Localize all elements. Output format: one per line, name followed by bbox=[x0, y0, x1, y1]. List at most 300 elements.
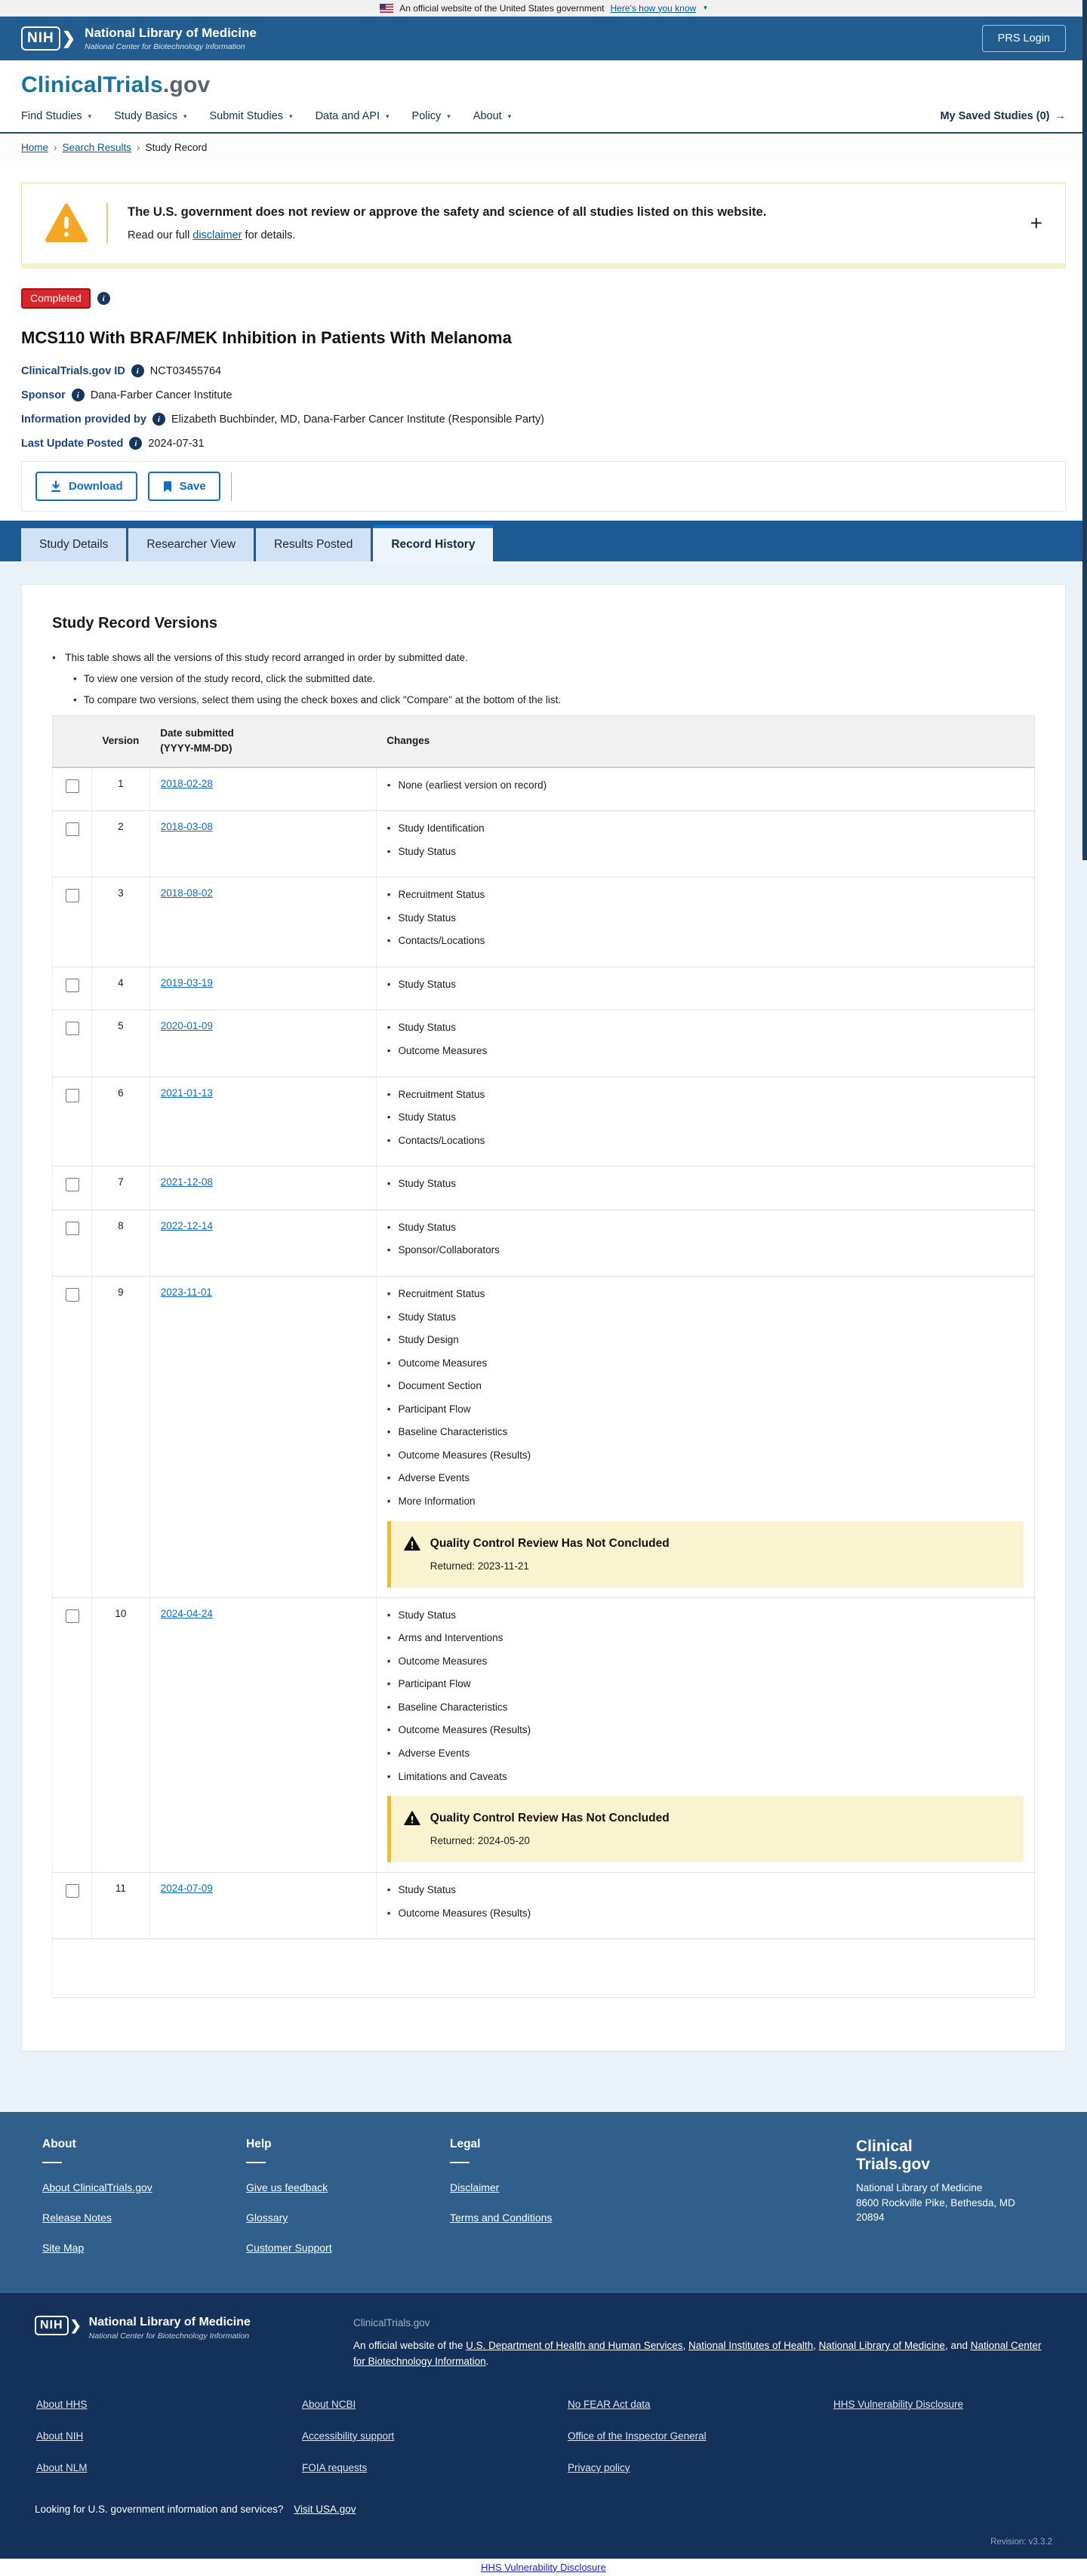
table-row bbox=[53, 1210, 1035, 1276]
chevron-down-icon: ▾ bbox=[386, 112, 390, 120]
header-date-line1: Date submitted bbox=[160, 727, 234, 739]
meta-value: NCT03455764 bbox=[149, 364, 222, 377]
date-cell bbox=[149, 1276, 376, 1597]
info-icon[interactable]: i bbox=[97, 292, 110, 305]
table-row bbox=[53, 1010, 1035, 1077]
change-item: • Recruitment Status bbox=[387, 1286, 1024, 1302]
tab-results-posted[interactable]: Results Posted bbox=[256, 528, 371, 561]
tab-strip bbox=[0, 521, 1087, 561]
footer-heading-dash bbox=[42, 2162, 62, 2163]
table-row bbox=[53, 811, 1035, 878]
date-submitted-link[interactable]: 2018-08-02 bbox=[160, 887, 213, 899]
footer-column-heading: Legal bbox=[450, 2138, 481, 2151]
meta-value: Dana-Farber Cancer Institute bbox=[90, 389, 232, 401]
version-cell: 8 bbox=[92, 1210, 150, 1276]
meta-label: ClinicalTrials.gov ID bbox=[21, 364, 125, 377]
qc-alert-title: Quality Control Review Has Not Concluded bbox=[430, 1536, 670, 1550]
date-cell bbox=[149, 811, 376, 878]
download-button[interactable] bbox=[35, 472, 137, 501]
chevron-down-icon: ▾ bbox=[289, 112, 293, 120]
official-text: , bbox=[682, 2340, 688, 2352]
changes-cell bbox=[376, 811, 1034, 878]
gov-banner bbox=[0, 0, 1087, 17]
how-you-know-link[interactable]: Here's how you know bbox=[610, 2, 697, 14]
changes-list bbox=[387, 1087, 1024, 1148]
version-checkbox[interactable] bbox=[65, 1884, 79, 1898]
quality-control-alert bbox=[387, 1796, 1024, 1862]
changes-cell bbox=[376, 767, 1034, 811]
footer-mid-columns bbox=[42, 2138, 654, 2272]
footer-link-grid bbox=[36, 2399, 1052, 2473]
disclaimer-body bbox=[128, 229, 766, 241]
nih-logo-text: NIH bbox=[21, 26, 60, 51]
changes-cell bbox=[376, 1010, 1034, 1077]
change-item: • Study Status bbox=[387, 1110, 1024, 1125]
footer-dark-link-about-nlm[interactable]: About NLM bbox=[36, 2461, 88, 2473]
date-cell bbox=[149, 1077, 376, 1167]
footer-column-heading: About bbox=[42, 2138, 76, 2151]
version-checkbox[interactable] bbox=[65, 1288, 79, 1302]
disclaimer-divider bbox=[106, 203, 108, 244]
footer-column-heading: Help bbox=[246, 2138, 272, 2151]
main-nav bbox=[0, 98, 1087, 132]
date-submitted-link[interactable]: 2018-03-08 bbox=[160, 821, 213, 833]
footer-dark-link-hhs-vulnerability-disclosure[interactable]: HHS Vulnerability Disclosure bbox=[833, 2398, 964, 2410]
official-text: , bbox=[813, 2340, 819, 2352]
info-icon[interactable]: i bbox=[72, 389, 85, 401]
meta-value: 2024-07-31 bbox=[148, 437, 205, 450]
clinicaltrials-logo[interactable] bbox=[21, 72, 210, 97]
nav-items bbox=[21, 110, 511, 122]
footer-link-about-clinicaltrials-gov[interactable]: About ClinicalTrials.gov bbox=[42, 2181, 152, 2194]
footer-dark-link-no-fear-act-data[interactable]: No FEAR Act data bbox=[568, 2398, 651, 2410]
date-cell bbox=[149, 878, 376, 967]
spacer-cell bbox=[53, 1939, 1035, 1998]
checkbox-cell bbox=[53, 1010, 92, 1077]
version-checkbox[interactable] bbox=[65, 822, 79, 836]
versions-table-header bbox=[53, 716, 1035, 767]
action-divider bbox=[231, 472, 232, 501]
footer-brand-line1: Clinical bbox=[856, 2138, 913, 2156]
footer-dark-link-office-of-the-inspector-general[interactable]: Office of the Inspector General bbox=[568, 2430, 707, 2442]
date-submitted-link[interactable]: 2021-01-13 bbox=[160, 1087, 213, 1099]
saved-studies-label: My Saved Studies (0) bbox=[940, 110, 1050, 122]
nav-item-label: About bbox=[473, 110, 502, 122]
date-submitted-link[interactable]: 2019-03-19 bbox=[160, 976, 213, 988]
change-item: • Outcome Measures (Results) bbox=[387, 1906, 1024, 1921]
usa-prompt: Looking for U.S. government information and services? bbox=[35, 2503, 284, 2515]
change-item: • Adverse Events bbox=[387, 1471, 1024, 1486]
version-checkbox[interactable] bbox=[65, 1609, 79, 1622]
version-cell: 3 bbox=[92, 878, 150, 967]
footer-link-disclaimer[interactable]: Disclaimer bbox=[450, 2181, 500, 2194]
nav-item-label: Find Studies bbox=[21, 110, 82, 122]
footer-link-give-us-feedback[interactable]: Give us feedback bbox=[246, 2181, 328, 2194]
change-item: • Outcome Measures bbox=[387, 1356, 1024, 1371]
qc-alert-header bbox=[404, 1810, 1007, 1827]
footer-link-site-map[interactable]: Site Map bbox=[42, 2242, 85, 2255]
checkbox-cell bbox=[53, 967, 92, 1010]
change-item: • Study Design bbox=[387, 1333, 1024, 1348]
meta-row bbox=[21, 437, 1066, 450]
change-item: • Arms and Interventions bbox=[387, 1631, 1024, 1646]
breadcrumb-separator: › bbox=[54, 142, 57, 153]
page-title: MCS110 With BRAF/MEK Inhibition in Patients With Melanoma bbox=[21, 328, 512, 347]
version-checkbox[interactable] bbox=[65, 779, 79, 792]
chevron-down-icon: ▾ bbox=[88, 112, 92, 120]
disclaimer-banner bbox=[21, 183, 1066, 269]
official-website-text: An official website of the United States government bbox=[399, 2, 605, 14]
checkbox-cell bbox=[53, 1276, 92, 1597]
changes-list bbox=[387, 887, 1024, 948]
breadcrumb-separator: › bbox=[137, 142, 140, 153]
record-history-panel bbox=[0, 561, 1087, 2112]
changes-cell bbox=[376, 878, 1034, 967]
nih-logo-chevron-icon: ❯ bbox=[61, 29, 76, 48]
nlm-org-block bbox=[85, 26, 257, 51]
nav-item-study-basics[interactable] bbox=[114, 110, 186, 122]
date-cell bbox=[149, 1597, 376, 1873]
nav-item-label: Policy bbox=[411, 110, 442, 122]
chevron-down-icon: ▾ bbox=[507, 112, 512, 120]
version-checkbox[interactable] bbox=[65, 889, 79, 902]
version-checkbox[interactable] bbox=[65, 1022, 79, 1035]
info-icon[interactable]: i bbox=[131, 364, 144, 377]
footer-nih-logo-chevron-icon: ❯ bbox=[69, 2318, 82, 2334]
change-item: • Study Identification bbox=[387, 821, 1024, 836]
warning-triangle-icon bbox=[45, 203, 88, 244]
change-item: • Contacts/Locations bbox=[387, 1133, 1024, 1148]
qc-alert-title: Quality Control Review Has Not Concluded bbox=[430, 1812, 670, 1825]
footer-address-org: National Library of Medicine bbox=[856, 2182, 983, 2194]
footer-column-about bbox=[42, 2138, 246, 2272]
version-cell: 2 bbox=[92, 811, 150, 878]
change-item: • Study Status bbox=[387, 911, 1024, 926]
table-row bbox=[53, 1873, 1035, 1939]
us-flag-icon bbox=[380, 4, 393, 13]
checkbox-cell bbox=[53, 811, 92, 878]
footer-ncbi-subtitle: National Center for Biotechnology Information bbox=[88, 2332, 250, 2341]
footer-link-glossary[interactable]: Glossary bbox=[246, 2212, 288, 2224]
hhs-vulnerability-disclosure-link[interactable]: HHS Vulnerability Disclosure bbox=[481, 2561, 606, 2573]
change-item: • Study Status bbox=[387, 1608, 1024, 1623]
nih-header bbox=[0, 17, 1087, 60]
change-item: • Study Status bbox=[387, 1220, 1024, 1235]
nih-logo[interactable] bbox=[21, 26, 75, 51]
change-item: • Study Status bbox=[387, 977, 1024, 992]
study-record-versions-card bbox=[21, 584, 1066, 2052]
intro-list bbox=[52, 652, 1035, 705]
nav-item-find-studies[interactable] bbox=[21, 110, 91, 122]
footer-official-block bbox=[353, 2316, 1052, 2370]
version-cell: 7 bbox=[92, 1167, 150, 1210]
footer-address-line1: 8600 Rockville Pike, Bethesda, MD bbox=[856, 2196, 1015, 2209]
footer-nih-logo-text: NIH bbox=[35, 2316, 69, 2335]
changes-list bbox=[387, 778, 1024, 793]
date-submitted-link[interactable]: 2024-04-24 bbox=[160, 1607, 213, 1619]
date-cell bbox=[149, 1010, 376, 1077]
header-date bbox=[149, 716, 376, 767]
date-submitted-link[interactable]: 2024-07-09 bbox=[160, 1883, 213, 1895]
disclaimer-body-prefix: Read our full bbox=[128, 229, 193, 241]
version-cell: 5 bbox=[92, 1010, 150, 1077]
qc-returned-date: Returned: 2023-11-21 bbox=[430, 1560, 529, 1572]
change-item: • Sponsor/Collaborators bbox=[387, 1243, 1024, 1258]
save-label: Save bbox=[179, 480, 206, 493]
checkbox-cell bbox=[53, 878, 92, 967]
date-cell bbox=[149, 1210, 376, 1276]
version-checkbox[interactable] bbox=[65, 1222, 79, 1235]
footer-dark bbox=[0, 2293, 1087, 2559]
table-row bbox=[53, 967, 1035, 1010]
change-item: • Recruitment Status bbox=[387, 887, 1024, 902]
save-button[interactable] bbox=[148, 472, 220, 501]
versions-table bbox=[52, 715, 1035, 1998]
version-checkbox[interactable] bbox=[65, 1088, 79, 1102]
change-item: • Study Status bbox=[387, 1883, 1024, 1898]
change-item: • Adverse Events bbox=[387, 1746, 1024, 1761]
checkbox-cell bbox=[53, 1210, 92, 1276]
changes-cell bbox=[376, 1167, 1034, 1210]
official-link-u-s-department-of-health-and-human-services[interactable]: U.S. Department of Health and Human Services bbox=[466, 2340, 683, 2352]
disclaimer-title: The U.S. government does not review or approve the safety and science of all studies listed on this website. bbox=[128, 205, 767, 219]
change-item: • Outcome Measures bbox=[387, 1654, 1024, 1669]
download-label: Download bbox=[69, 480, 123, 493]
footer-official-sentence bbox=[353, 2338, 1052, 2370]
changes-cell bbox=[376, 1276, 1034, 1597]
header-date-line2: (YYYY-MM-DD) bbox=[160, 742, 232, 755]
disclaimer-link[interactable]: disclaimer bbox=[192, 229, 242, 241]
tab-study-details[interactable]: Study Details bbox=[21, 528, 126, 561]
change-item: • Baseline Characteristics bbox=[387, 1700, 1024, 1715]
meta-label: Information provided by bbox=[21, 413, 146, 426]
nav-item-label: Submit Studies bbox=[209, 110, 284, 122]
version-cell: 1 bbox=[92, 767, 150, 811]
change-item: • Study Status bbox=[387, 1310, 1024, 1325]
changes-cell bbox=[376, 1597, 1034, 1873]
changes-cell bbox=[376, 1210, 1034, 1276]
meta-row bbox=[21, 364, 1066, 377]
footer-link-customer-support[interactable]: Customer Support bbox=[246, 2242, 332, 2255]
meta-row bbox=[21, 413, 1066, 426]
changes-list bbox=[387, 1608, 1024, 1784]
bottom-strip bbox=[0, 2559, 1087, 2576]
chevron-down-icon: ▾ bbox=[704, 4, 707, 11]
changes-cell bbox=[376, 1077, 1034, 1167]
footer-dark-link-accessibility-support[interactable]: Accessibility support bbox=[302, 2430, 395, 2442]
header-changes: Changes bbox=[376, 716, 1034, 767]
changes-list bbox=[387, 1220, 1024, 1258]
change-item: • Participant Flow bbox=[387, 1677, 1024, 1692]
footer-address bbox=[856, 2181, 1045, 2225]
intro-bullet bbox=[52, 652, 1035, 705]
change-item: • Study Status bbox=[387, 844, 1024, 859]
footer-dark-link-foia-requests[interactable]: FOIA requests bbox=[302, 2461, 368, 2473]
table-row bbox=[53, 1597, 1035, 1873]
change-item: • Outcome Measures bbox=[387, 1044, 1024, 1059]
footer-link-terms-and-conditions[interactable]: Terms and Conditions bbox=[450, 2212, 553, 2224]
tab-researcher-view[interactable]: Researcher View bbox=[128, 528, 254, 561]
nav-item-label: Study Basics bbox=[114, 110, 177, 122]
intro-text: This table shows all the versions of this study record arranged in order by submitted date. bbox=[65, 652, 468, 663]
footer-nih-logo-block[interactable] bbox=[35, 2316, 303, 2370]
date-submitted-link[interactable]: 2023-11-01 bbox=[160, 1286, 212, 1298]
date-submitted-link[interactable]: 2020-01-09 bbox=[160, 1020, 213, 1032]
date-submitted-link[interactable]: 2021-12-08 bbox=[160, 1176, 213, 1188]
nav-item-policy[interactable] bbox=[412, 110, 451, 122]
footer-brand-line2: Trials.gov bbox=[856, 2155, 931, 2173]
footer-heading-dash bbox=[246, 2162, 266, 2163]
change-item: • Outcome Measures (Results) bbox=[387, 1448, 1024, 1463]
official-link-national-library-of-medicine[interactable]: National Library of Medicine bbox=[818, 2340, 945, 2352]
qc-returned-date: Returned: 2024-05-20 bbox=[430, 1835, 530, 1847]
disclaimer-body-suffix: for details. bbox=[242, 229, 296, 241]
qc-alert-header bbox=[404, 1535, 1007, 1552]
official-link-national-center-for-biotechnology-information[interactable]: National Center for Biotechnology Information bbox=[353, 2340, 1042, 2368]
footer-column-help bbox=[246, 2138, 450, 2272]
scrollbar-thumb[interactable] bbox=[1082, 0, 1087, 860]
visit-usagov-link[interactable]: Visit USA.gov bbox=[294, 2503, 356, 2515]
change-item: • None (earliest version on record) bbox=[387, 778, 1024, 793]
breadcrumb-search-results[interactable]: Search Results bbox=[62, 142, 132, 153]
footer-heading-dash bbox=[450, 2162, 470, 2163]
changes-list bbox=[387, 1286, 1024, 1509]
bookmark-icon bbox=[162, 481, 173, 493]
changes-list bbox=[387, 1020, 1024, 1058]
footer-brand-logo bbox=[856, 2138, 1045, 2173]
site-logo-row bbox=[0, 60, 1087, 98]
breadcrumb-study-record: Study Record bbox=[145, 142, 208, 153]
checkbox-cell bbox=[53, 1167, 92, 1210]
version-cell: 9 bbox=[92, 1276, 150, 1597]
status-row bbox=[21, 288, 1066, 309]
checkbox-cell bbox=[53, 1597, 92, 1873]
footer-nlm-org: National Library of Medicine bbox=[88, 2316, 251, 2329]
footer-brand-small: ClinicalTrials.gov bbox=[353, 2317, 430, 2329]
changes-list bbox=[387, 1883, 1024, 1920]
ncbi-subtitle: National Center for Biotechnology Information bbox=[85, 42, 245, 51]
action-bar bbox=[21, 461, 1066, 512]
version-cell: 4 bbox=[92, 967, 150, 1010]
chevron-down-icon: ▾ bbox=[447, 112, 451, 120]
version-checkbox[interactable] bbox=[65, 1178, 79, 1191]
nav-item-data-and-api[interactable] bbox=[316, 110, 390, 122]
checkbox-cell bbox=[53, 1077, 92, 1167]
table-footer-spacer bbox=[53, 1939, 1035, 1998]
changes-cell bbox=[376, 967, 1034, 1010]
footer-column-legal bbox=[450, 2138, 654, 2272]
warning-triangle-icon bbox=[404, 1810, 420, 1827]
version-checkbox[interactable] bbox=[65, 979, 79, 992]
meta-row bbox=[21, 389, 1066, 401]
date-cell bbox=[149, 767, 376, 811]
date-cell bbox=[149, 1873, 376, 1939]
change-item: • Baseline Characteristics bbox=[387, 1425, 1024, 1440]
official-link-national-institutes-of-health[interactable]: National Institutes of Health bbox=[688, 2340, 814, 2352]
date-submitted-link[interactable]: 2018-02-28 bbox=[160, 777, 213, 789]
nav-item-label: Data and API bbox=[315, 110, 380, 122]
breadcrumb-home[interactable]: Home bbox=[21, 142, 49, 153]
changes-cell bbox=[376, 1873, 1034, 1939]
revision-label: Revision: v3.3.2 bbox=[990, 2537, 1052, 2547]
date-submitted-link[interactable]: 2022-12-14 bbox=[160, 1219, 213, 1231]
date-cell bbox=[149, 967, 376, 1010]
logo-suffix: .gov bbox=[162, 72, 211, 97]
tab-record-history[interactable]: Record History bbox=[373, 525, 493, 566]
meta-value: Elizabeth Buchbinder, MD, Dana-Farber Cancer Institute (Responsible Party) bbox=[171, 413, 544, 426]
prs-login-button[interactable]: PRS Login bbox=[982, 25, 1066, 52]
meta-label: Sponsor bbox=[21, 389, 66, 401]
change-item: • Study Status bbox=[387, 1020, 1024, 1035]
footer-dark-link-about-nih[interactable]: About NIH bbox=[36, 2430, 84, 2442]
nav-item-about[interactable] bbox=[473, 110, 511, 122]
intro-sub-bullet: • To view one version of the study record, click the submitted date. bbox=[73, 673, 1035, 684]
change-item: • Contacts/Locations bbox=[387, 933, 1024, 948]
my-saved-studies-link[interactable] bbox=[940, 110, 1066, 122]
official-text: . bbox=[485, 2356, 489, 2368]
header-checkbox-col bbox=[53, 716, 92, 767]
change-item: • Participant Flow bbox=[387, 1402, 1024, 1417]
breadcrumb bbox=[0, 134, 1087, 161]
info-icon[interactable]: i bbox=[129, 437, 142, 450]
version-cell: 6 bbox=[92, 1077, 150, 1167]
change-item: • Document Section bbox=[387, 1379, 1024, 1394]
intro-nested-list bbox=[73, 673, 1035, 705]
footer-dark-link-about-hhs[interactable]: About HHS bbox=[36, 2398, 88, 2410]
footer-dark-link-privacy-policy[interactable]: Privacy policy bbox=[568, 2461, 630, 2473]
footer-link-release-notes[interactable]: Release Notes bbox=[42, 2212, 112, 2224]
meta-label: Last Update Posted bbox=[21, 437, 124, 450]
change-item: • Limitations and Caveats bbox=[387, 1769, 1024, 1784]
logo-primary: ClinicalTrials bbox=[21, 72, 163, 97]
official-text: An official website of the bbox=[353, 2340, 467, 2352]
intro-sub-bullet: • To compare two versions, select them using the check boxes and click "Compare" at the bottom of the list. bbox=[73, 694, 1035, 705]
section-heading: Study Record Versions bbox=[52, 615, 217, 632]
version-cell: 10 bbox=[92, 1597, 150, 1873]
changes-list bbox=[387, 821, 1024, 859]
table-row bbox=[53, 1167, 1035, 1210]
nlm-org-name: National Library of Medicine bbox=[85, 26, 257, 40]
footer-usa-row bbox=[35, 2504, 1052, 2515]
version-cell: 11 bbox=[92, 1873, 150, 1939]
footer-grid-empty bbox=[833, 2462, 1052, 2473]
header-version: Version bbox=[92, 716, 150, 767]
disclaimer-text-block bbox=[128, 205, 766, 241]
chevron-down-icon: ▾ bbox=[183, 112, 187, 120]
changes-list bbox=[387, 1176, 1024, 1191]
expand-plus-icon[interactable]: + bbox=[1030, 211, 1042, 235]
table-row bbox=[53, 1276, 1035, 1597]
download-icon bbox=[50, 481, 62, 493]
footer-dark-link-about-ncbi[interactable]: About NCBI bbox=[302, 2398, 356, 2410]
arrow-right-icon: → bbox=[1055, 110, 1066, 122]
change-item: • Recruitment Status bbox=[387, 1087, 1024, 1102]
nav-item-submit-studies[interactable] bbox=[210, 110, 293, 122]
info-icon[interactable]: i bbox=[152, 413, 165, 426]
status-badge: Completed bbox=[21, 288, 91, 309]
table-row bbox=[53, 767, 1035, 811]
table-row bbox=[53, 878, 1035, 967]
changes-list bbox=[387, 977, 1024, 992]
checkbox-cell bbox=[53, 767, 92, 811]
quality-control-alert bbox=[387, 1521, 1024, 1588]
footer-brand-block bbox=[856, 2138, 1045, 2272]
official-text: , and bbox=[944, 2340, 971, 2352]
change-item: • More Information bbox=[387, 1494, 1024, 1509]
warning-triangle-icon bbox=[404, 1535, 420, 1552]
footer-mid bbox=[0, 2112, 1087, 2293]
checkbox-cell bbox=[53, 1873, 92, 1939]
